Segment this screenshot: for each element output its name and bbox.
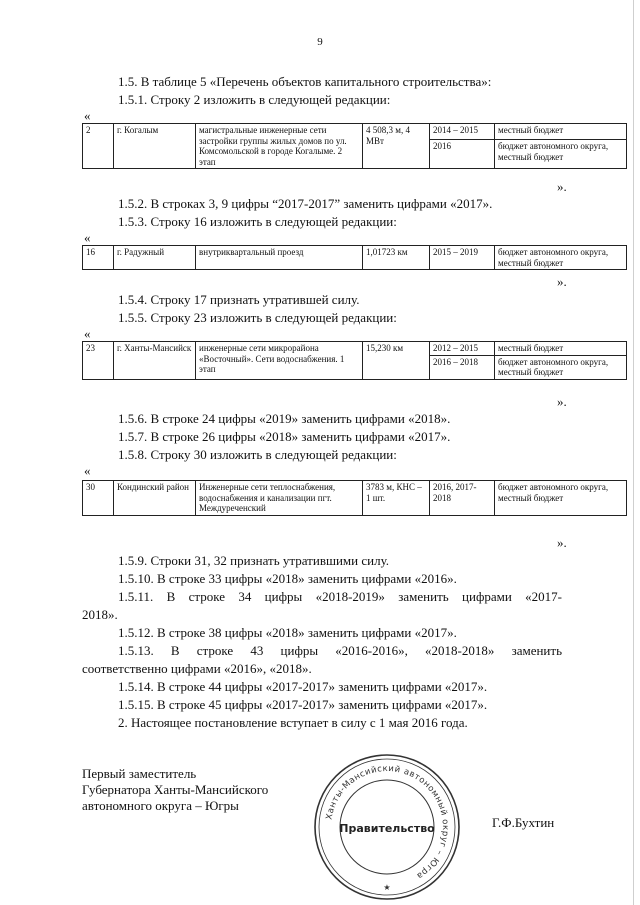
paragraph-1-5: 1.5. В таблице 5 «Перечень объектов капитального строительства»: bbox=[118, 74, 492, 89]
paragraph-1-5-7: 1.5.7. В строке 26 цифры «2018» заменить цифрами «2017». bbox=[118, 429, 451, 444]
paragraph-1-5-9: 1.5.9. Строки 31, 32 признать утратившими силу. bbox=[118, 553, 390, 568]
official-seal bbox=[312, 752, 462, 902]
cell-period: 2016 – 2018 bbox=[430, 355, 495, 379]
cell-source: местный бюджет bbox=[495, 124, 627, 140]
paragraph-1-5-11: 1.5.11. В строке 34 цифры «2018-2019» заменить цифрами «2017- bbox=[118, 589, 562, 604]
cell-period: 2016 bbox=[430, 140, 495, 169]
cell-place: Кондинский район bbox=[114, 481, 196, 516]
seal-center-text: Правительство bbox=[339, 822, 435, 835]
seal-ring-text: Ханты-Мансийский автономный округ – Югра bbox=[324, 763, 451, 881]
signatory-name: Г.Ф.Бухтин bbox=[492, 815, 555, 830]
cell-name: Инженерные сети теплоснабжения, водоснабжения и канализации пгт. Междуреченский bbox=[196, 481, 363, 516]
paragraph-1-5-5: 1.5.5. Строку 23 изложить в следующей редакции: bbox=[118, 310, 397, 325]
cell-capacity: 1,01723 км bbox=[363, 246, 430, 270]
paragraph-1-5-3: 1.5.3. Строку 16 изложить в следующей редакции: bbox=[118, 214, 397, 229]
paragraph-1-5-2: 1.5.2. В строках 3, 9 цифры “2017-2017” заменить цифрами «2017». bbox=[118, 196, 493, 211]
signatory-title-line2: Губернатора Ханты-Мансийского bbox=[82, 782, 269, 797]
cell-num: 16 bbox=[83, 246, 114, 270]
cell-name: инженерные сети микрорайона «Восточный». Сети водоснабжения. 1 этап bbox=[196, 342, 363, 380]
cell-place: г. Когалым bbox=[114, 124, 196, 169]
table-row-30 bbox=[82, 480, 627, 516]
cell-place: г. Ханты-Мансийск bbox=[114, 342, 196, 380]
table-row-2 bbox=[82, 123, 627, 169]
table-row-23 bbox=[82, 341, 627, 380]
cell-capacity: 3783 м, КНС – 1 шт. bbox=[363, 481, 430, 516]
table-row-16 bbox=[82, 245, 627, 270]
quote-close: ». bbox=[557, 535, 567, 550]
signatory-title-line1: Первый заместитель bbox=[82, 766, 197, 781]
signatory-title-line3: автономного округа – Югры bbox=[82, 798, 239, 813]
cell-period: 2014 – 2015 bbox=[430, 124, 495, 140]
quote-open: « bbox=[84, 108, 91, 123]
cell-num: 30 bbox=[83, 481, 114, 516]
paragraph-1-5-13-cont: соответственно цифрами «2016», «2018». bbox=[82, 661, 312, 676]
cell-period: 2012 – 2015 bbox=[430, 342, 495, 356]
paragraph-1-5-11-cont: 2018». bbox=[82, 607, 118, 622]
quote-close: ». bbox=[557, 274, 567, 289]
paragraph-1-5-14: 1.5.14. В строке 44 цифры «2017-2017» заменить цифрами «2017». bbox=[118, 679, 488, 694]
cell-capacity: 4 508,3 м, 4 МВт bbox=[363, 124, 430, 169]
paragraph-1-5-8: 1.5.8. Строку 30 изложить в следующей редакции: bbox=[118, 447, 397, 462]
cell-name: внутриквартальный проезд bbox=[196, 246, 363, 270]
paragraph-1-5-1: 1.5.1. Строку 2 изложить в следующей редакции: bbox=[118, 92, 391, 107]
cell-source: бюджет автономного округа, местный бюджет bbox=[495, 481, 627, 516]
page-number: 9 bbox=[317, 36, 323, 48]
cell-num: 23 bbox=[83, 342, 114, 380]
paragraph-1-5-6: 1.5.6. В строке 24 цифры «2019» заменить цифрами «2018». bbox=[118, 411, 451, 426]
quote-close: ». bbox=[557, 394, 567, 409]
cell-period: 2016, 2017-2018 bbox=[430, 481, 495, 516]
quote-open: « bbox=[84, 326, 91, 341]
paragraph-1-5-13: 1.5.13. В строке 43 цифры «2016-2016», «2018-2018» заменить bbox=[118, 643, 562, 658]
quote-open: « bbox=[84, 230, 91, 245]
page-edge-line bbox=[633, 0, 634, 905]
paragraph-1-5-10: 1.5.10. В строке 33 цифры «2018» заменить цифрами «2016». bbox=[118, 571, 457, 586]
signature-block bbox=[82, 766, 268, 814]
cell-period: 2015 – 2019 bbox=[430, 246, 495, 270]
paragraph-1-5-12: 1.5.12. В строке 38 цифры «2018» заменить цифрами «2017». bbox=[118, 625, 457, 640]
cell-source: местный бюджет bbox=[495, 342, 627, 356]
cell-place: г. Радужный bbox=[114, 246, 196, 270]
cell-source: бюджет автономного округа, местный бюджет bbox=[495, 355, 627, 379]
quote-close: ». bbox=[557, 179, 567, 194]
paragraph-1-5-15: 1.5.15. В строке 45 цифры «2017-2017» заменить цифрами «2017». bbox=[118, 697, 488, 712]
seal-star-icon: ★ bbox=[383, 883, 391, 892]
paragraph-1-5-4: 1.5.4. Строку 17 признать утратившей силу. bbox=[118, 292, 360, 307]
quote-open: « bbox=[84, 463, 91, 478]
cell-source: бюджет автономного округа, местный бюджет bbox=[495, 140, 627, 169]
cell-name: магистральные инженерные сети застройки группы жилых домов по ул. Комсомольской в городе Когалыме. 2 этап bbox=[196, 124, 363, 169]
cell-num: 2 bbox=[83, 124, 114, 169]
cell-capacity: 15,230 км bbox=[363, 342, 430, 380]
paragraph-2: 2. Настоящее постановление вступает в силу с 1 мая 2016 года. bbox=[118, 715, 468, 730]
cell-source: бюджет автономного округа, местный бюджет bbox=[495, 246, 627, 270]
